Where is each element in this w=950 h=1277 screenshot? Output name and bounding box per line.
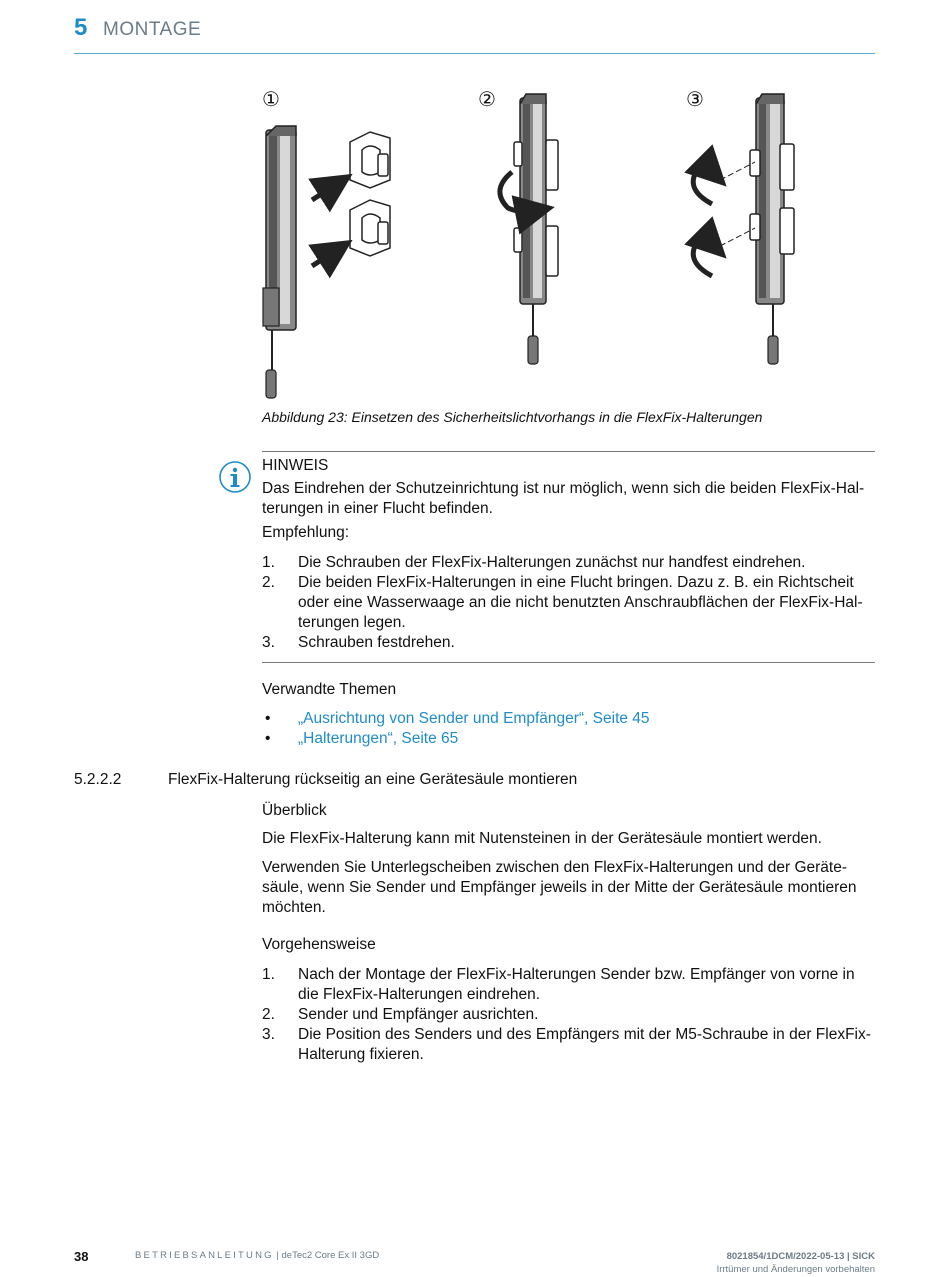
overview-title: Überblick bbox=[262, 802, 327, 819]
header-divider bbox=[74, 53, 875, 54]
light-curtain-icon bbox=[263, 126, 296, 398]
step-number: 3. bbox=[262, 634, 275, 651]
step-label-3: ③ bbox=[686, 87, 704, 111]
step-text: Die Schrauben der FlexFix-Halterungen zunächst nur handfest eindrehen. bbox=[298, 554, 806, 571]
step-label-2: ② bbox=[478, 87, 496, 111]
step-number: 2. bbox=[262, 574, 275, 591]
procedure-steps-list bbox=[262, 965, 877, 1065]
list-item bbox=[262, 1005, 877, 1025]
related-link-mounts[interactable]: „Halterungen“, Seite 65 bbox=[298, 730, 459, 747]
section-number: 5.2.2.2 bbox=[74, 771, 122, 788]
note-steps-list bbox=[262, 553, 877, 653]
step-text: Die beiden FlexFix-Halterungen in eine Flucht bringen. Dazu z. B. ein Richtscheit oder eine Wasserwaage an die nicht benutzten Anschraubflächen der FlexFix-Halterungen legen. bbox=[298, 574, 863, 631]
step-text: Die Position des Senders und des Empfängers mit der M5-Schraube in der FlexFix-Halterung fixieren. bbox=[298, 1026, 871, 1063]
bullet-icon: • bbox=[265, 710, 271, 727]
note-recommendation-label: Empfehlung: bbox=[262, 524, 350, 541]
product-name: | deTec2 Core Ex II 3GD bbox=[273, 1250, 380, 1261]
list-item bbox=[262, 633, 877, 653]
doc-id: 8021854/1DCM/2022-05-13 | SICK bbox=[726, 1251, 875, 1262]
related-title: Verwandte Themen bbox=[262, 681, 397, 698]
chapter-number: 5 bbox=[74, 14, 88, 41]
note-title: HINWEIS bbox=[262, 457, 329, 474]
related-links-list bbox=[262, 709, 877, 749]
procedure-title: Vorgehensweise bbox=[262, 936, 376, 953]
list-item bbox=[262, 729, 877, 749]
footer-document-title bbox=[135, 1250, 379, 1261]
step-label-1: ① bbox=[262, 87, 280, 111]
overview-paragraph-1: Die FlexFix-Halterung kann mit Nutensteinen in der Gerätesäule montiert werden. bbox=[262, 830, 822, 847]
chapter-title: MONTAGE bbox=[103, 19, 202, 40]
footer-right bbox=[717, 1250, 875, 1276]
list-item bbox=[262, 1025, 877, 1065]
step-text: Nach der Montage der FlexFix-Halterungen Sender bzw. Empfänger von vorne in die FlexFix-Halterungen eindrehen. bbox=[298, 966, 855, 1003]
arrow-icon bbox=[312, 182, 340, 266]
note-top-rule bbox=[262, 451, 875, 452]
related-link-alignment[interactable]: „Ausrichtung von Sender und Empfänger“, Seite 45 bbox=[298, 710, 650, 727]
light-curtain-icon bbox=[520, 94, 546, 364]
doc-type: BETRIEBSANLEITUNG bbox=[135, 1250, 274, 1261]
step-text: Schrauben festdrehen. bbox=[298, 634, 455, 651]
light-curtain-illustration bbox=[250, 80, 870, 410]
page-number: 38 bbox=[74, 1249, 89, 1264]
step-number: 3. bbox=[262, 1026, 275, 1043]
list-item bbox=[262, 965, 877, 1005]
list-item bbox=[262, 573, 877, 633]
bracket-icon bbox=[350, 132, 390, 256]
step-number: 1. bbox=[262, 554, 275, 571]
list-item bbox=[262, 709, 877, 729]
section-title: FlexFix-Halterung rückseitig an eine Gerätesäule montieren bbox=[168, 771, 578, 788]
step-number: 1. bbox=[262, 966, 275, 983]
overview-paragraph-2: Verwenden Sie Unterlegscheiben zwischen den FlexFix-Halterungen und der Gerätesäule, wenn Sie Sender und Empfänger jeweils in der Mitte der Gerätesäule montieren möchten. bbox=[262, 859, 857, 916]
note-bottom-rule bbox=[262, 662, 875, 663]
info-icon bbox=[218, 460, 252, 494]
step-text: Sender und Empfänger ausrichten. bbox=[298, 1006, 539, 1023]
figure-caption: Abbildung 23: Einsetzen des Sicherheitslichtvorhangs in die FlexFix-Halterungen bbox=[262, 409, 763, 425]
disclaimer: Irrtümer und Änderungen vorbehalten bbox=[716, 1264, 875, 1275]
note-text: Das Eindrehen der Schutzeinrichtung ist nur möglich, wenn sich die beiden FlexFix-Halterungen in einer Flucht befinden. bbox=[262, 480, 865, 517]
list-item bbox=[262, 553, 877, 573]
rotate-arrow-icon bbox=[693, 162, 755, 276]
step-number: 2. bbox=[262, 1006, 275, 1023]
figure-mounting-steps bbox=[250, 80, 870, 410]
bullet-icon: • bbox=[265, 730, 271, 747]
